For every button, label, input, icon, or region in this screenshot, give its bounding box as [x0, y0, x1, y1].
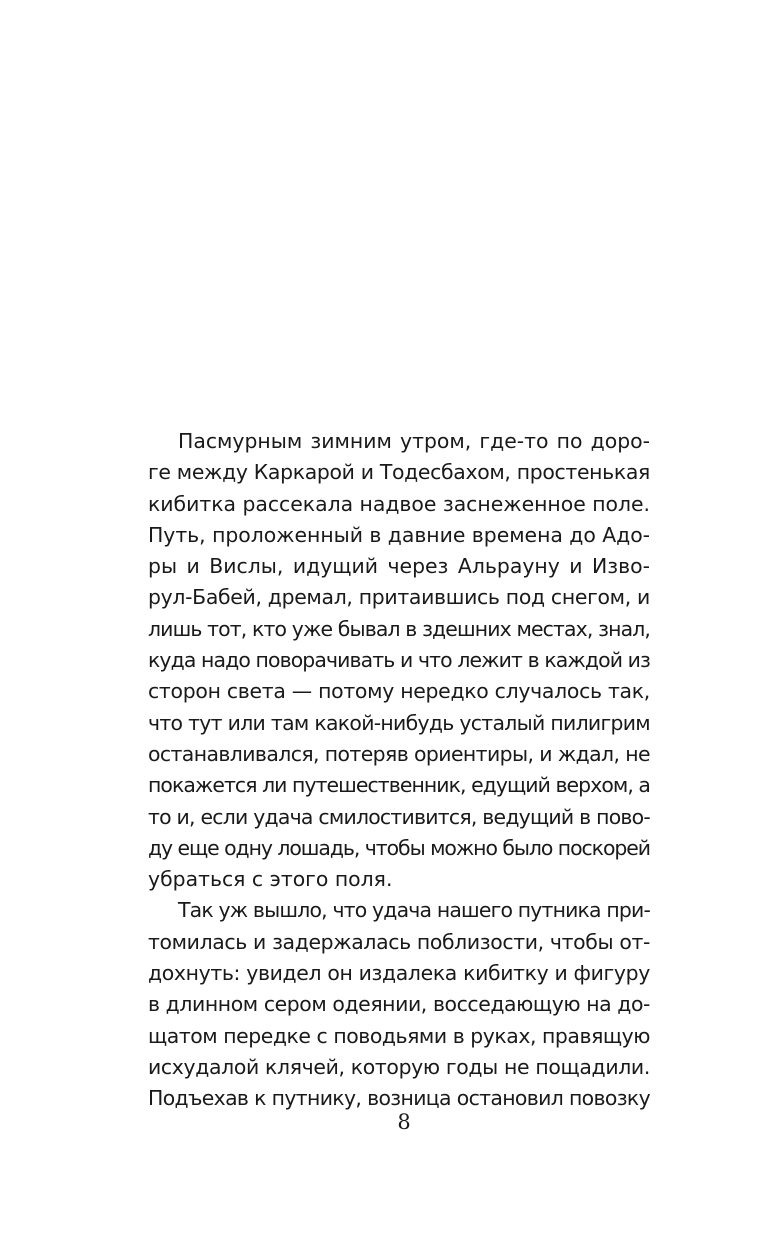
text-line: что тут или там какой-нибудь усталый пилигрим [148, 710, 650, 735]
text-line: ры и Вислы, идущий через Альрауну и Изво- [148, 554, 650, 579]
text-line: сторон света — потому нередко случалось так, [148, 679, 650, 704]
text-line: убраться с этого поля. [148, 867, 393, 892]
text-line: кибитка рассекала надвое заснеженное поле. [148, 491, 650, 516]
text-line: куда надо поворачивать и что лежит в каждой из [148, 648, 650, 673]
text-line: Пасмурным зимним утром, где-то по доро- [178, 429, 650, 453]
paragraph-1 [148, 426, 650, 895]
text-line: щатом передке с поводьями в руках, правящую [148, 1023, 650, 1048]
text-line: Путь, проложенный в давние времена до Адо- [148, 522, 650, 547]
text-line: исхудалой клячей, которую годы не пощадили. [148, 1054, 650, 1079]
text-line: останавливался, потеряв ориентиры, и ждал, не [148, 741, 650, 766]
text-line: Подъехав к путнику, возница остановил повозку [148, 1086, 650, 1111]
text-line: ге между Каркарой и Тодесбахом, простенькая [148, 460, 650, 485]
paragraph-2 [148, 895, 650, 1114]
text-line: Так уж вышло, что удача нашего путника при- [178, 898, 650, 923]
text-line: лишь тот, кто уже бывал в здешних местах, знал, [148, 616, 650, 641]
text-line: рул-Бабей, дремал, притаившись под снегом, и [148, 585, 650, 610]
text-line: томилась и задержалась поблизости, чтобы от- [148, 929, 650, 954]
text-line: ду еще одну лошадь, чтобы можно было поскорей [148, 835, 650, 860]
text-line: дохнуть: увидел он издалека кибитку и фигуру [148, 961, 650, 986]
text-line: то и, если удача смилостивится, ведущий в пово- [148, 804, 650, 829]
text-line: в длинном сером одеянии, восседающую на до- [148, 992, 650, 1017]
page-number: 8 [397, 1110, 411, 1134]
text-line: покажется ли путешественник, едущий верхом, а [148, 773, 650, 798]
body-text [148, 426, 650, 1115]
